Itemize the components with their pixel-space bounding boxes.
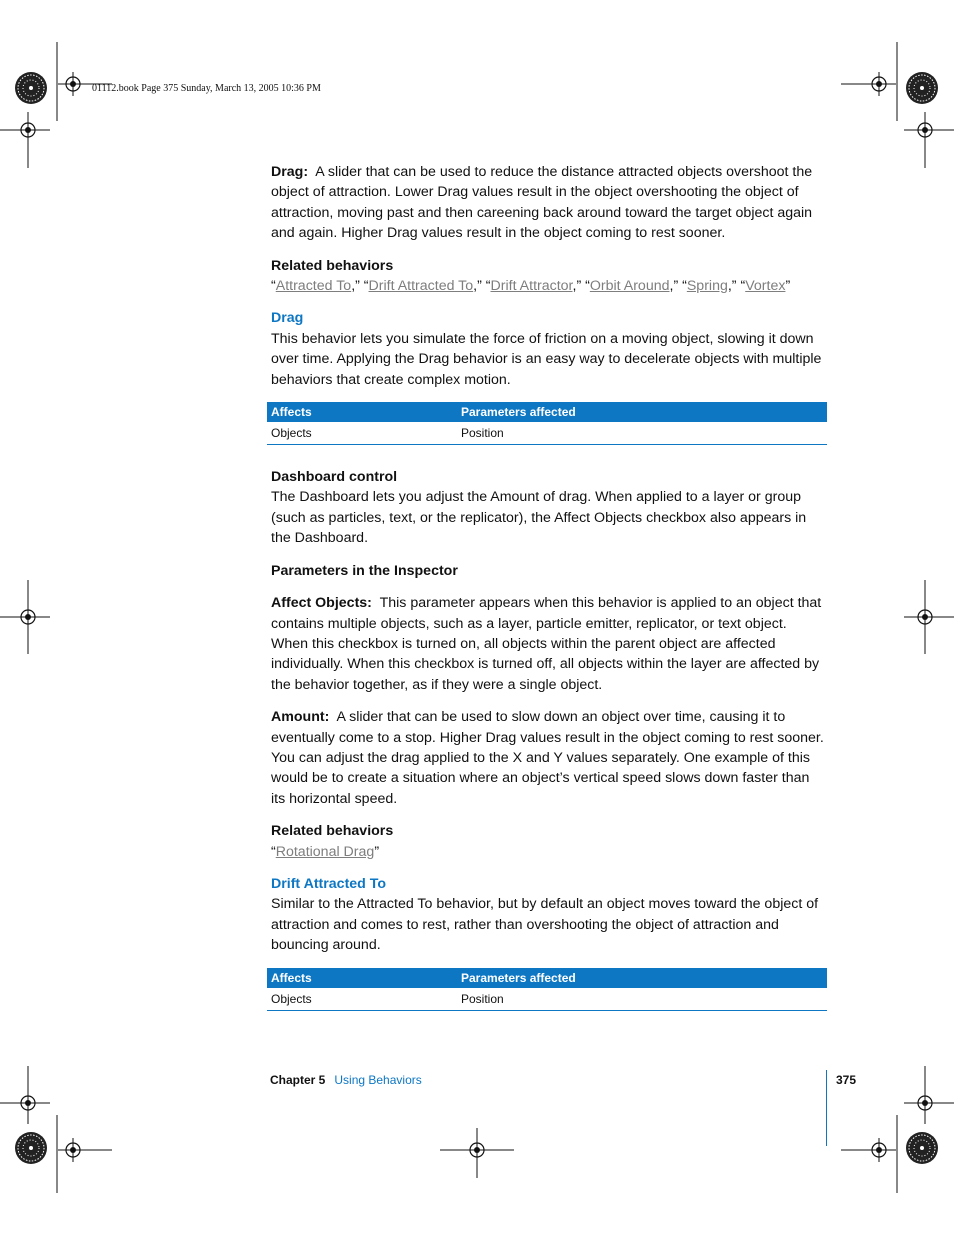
related-behaviors-title: Related behaviors — [271, 257, 394, 274]
affect-objects-term: Affect Objects: — [271, 595, 372, 612]
dashboard-control-text: The Dashboard lets you adjust the Amount of drag. When applied to a layer or group (such as particles, text, or the replicator), the Affect Objects checkbox also appears in the Dashboard. — [271, 489, 807, 547]
amount-description: A slider that can be used to slow down an object over time, causing it to eventually come to a stop. Higher Drag values result in the object coming to rest sooner. You can adjust the drag applied to the X and Y values separately. One example of this would be to create a situation where an object’s vertical speed slows down faster than its horizontal speed. — [271, 709, 824, 807]
related-behaviors-title: Related behaviors — [271, 823, 394, 840]
page-number: 375 — [836, 1073, 857, 1087]
link-orbit-around[interactable]: Orbit Around — [589, 278, 670, 295]
table-header-parameters: Parameters affected — [457, 968, 827, 988]
footer-divider — [826, 1070, 827, 1146]
link-vortex[interactable]: Vortex — [745, 278, 786, 295]
table-header-affects: Affects — [267, 968, 457, 988]
table-row — [267, 422, 827, 445]
table-cell: Objects — [267, 422, 457, 445]
drift-attracted-to-intro: Similar to the Attracted To behavior, but by default an object moves toward the object of attraction and comes to rest, rather than overshooting the object of attraction and bouncing around. — [271, 896, 819, 954]
table-cell: Position — [457, 988, 827, 1011]
link-rotational-drag[interactable]: Rotational Drag — [275, 843, 375, 860]
footer-chapter-title: Using Behaviors — [334, 1073, 422, 1087]
table-header-parameters: Parameters affected — [457, 402, 827, 422]
amount-term: Amount: — [271, 709, 330, 726]
table-header-affects: Affects — [267, 402, 457, 422]
section-heading-drag: Drag — [271, 310, 304, 327]
related-behaviors-list: “Rotational Drag” — [271, 843, 380, 860]
drag-term: Drag: — [271, 164, 309, 180]
amount-paragraph — [271, 707, 827, 809]
page-content — [271, 162, 827, 1033]
drag-affects-table — [267, 402, 827, 445]
inspector-title: Parameters in the Inspector — [271, 562, 458, 579]
table-cell: Position — [457, 422, 827, 445]
link-attracted-to[interactable]: Attracted To — [275, 278, 352, 295]
page-footer — [270, 1073, 422, 1087]
print-slug: 01112.book Page 375 Sunday, March 13, 2005 10:36 PM — [92, 83, 321, 94]
drag-intro: This behavior lets you simulate the force of friction on a moving object, slowing it down over time. Applying the Drag behavior is an easy way to decelerate objects with multiple behaviors that create complex motion. — [271, 330, 822, 388]
section-heading-drift-attracted-to: Drift Attracted To — [271, 875, 387, 892]
drag-parameter-paragraph — [271, 162, 827, 244]
footer-chapter: Chapter 5 — [270, 1073, 326, 1087]
affect-objects-paragraph — [271, 593, 827, 695]
link-drift-attracted-to[interactable]: Drift Attracted To — [368, 278, 474, 295]
dashboard-control-title: Dashboard control — [271, 469, 398, 486]
affect-objects-description: This parameter appears when this behavior is applied to an object that contains multiple objects, such as a layer, particle emitter, replicator, or text object. When this checkbox is turned on, all objects within the parent object are affected individually. When this checkbox is turned off, all objects within the layer are affected by the behavior together, as if they were a single object. — [271, 595, 822, 693]
link-spring[interactable]: Spring — [686, 278, 728, 295]
table-row — [267, 988, 827, 1011]
drift-affects-table — [267, 968, 827, 1011]
drag-description: A slider that can be used to reduce the distance attracted objects overshoot the object of attraction. Lower Drag values result in the object overshooting the object of attraction, moving past and then careening back around toward the target object again and again. Higher Drag values result in the object coming to rest sooner. — [271, 164, 813, 242]
link-drift-attractor[interactable]: Drift Attractor — [490, 278, 573, 295]
related-behaviors-list: “Attracted To,” “Drift Attracted To,” “Drift Attractor,” “Orbit Around,” “Spring,” “Vortex” — [271, 278, 791, 295]
table-cell: Objects — [267, 988, 457, 1011]
